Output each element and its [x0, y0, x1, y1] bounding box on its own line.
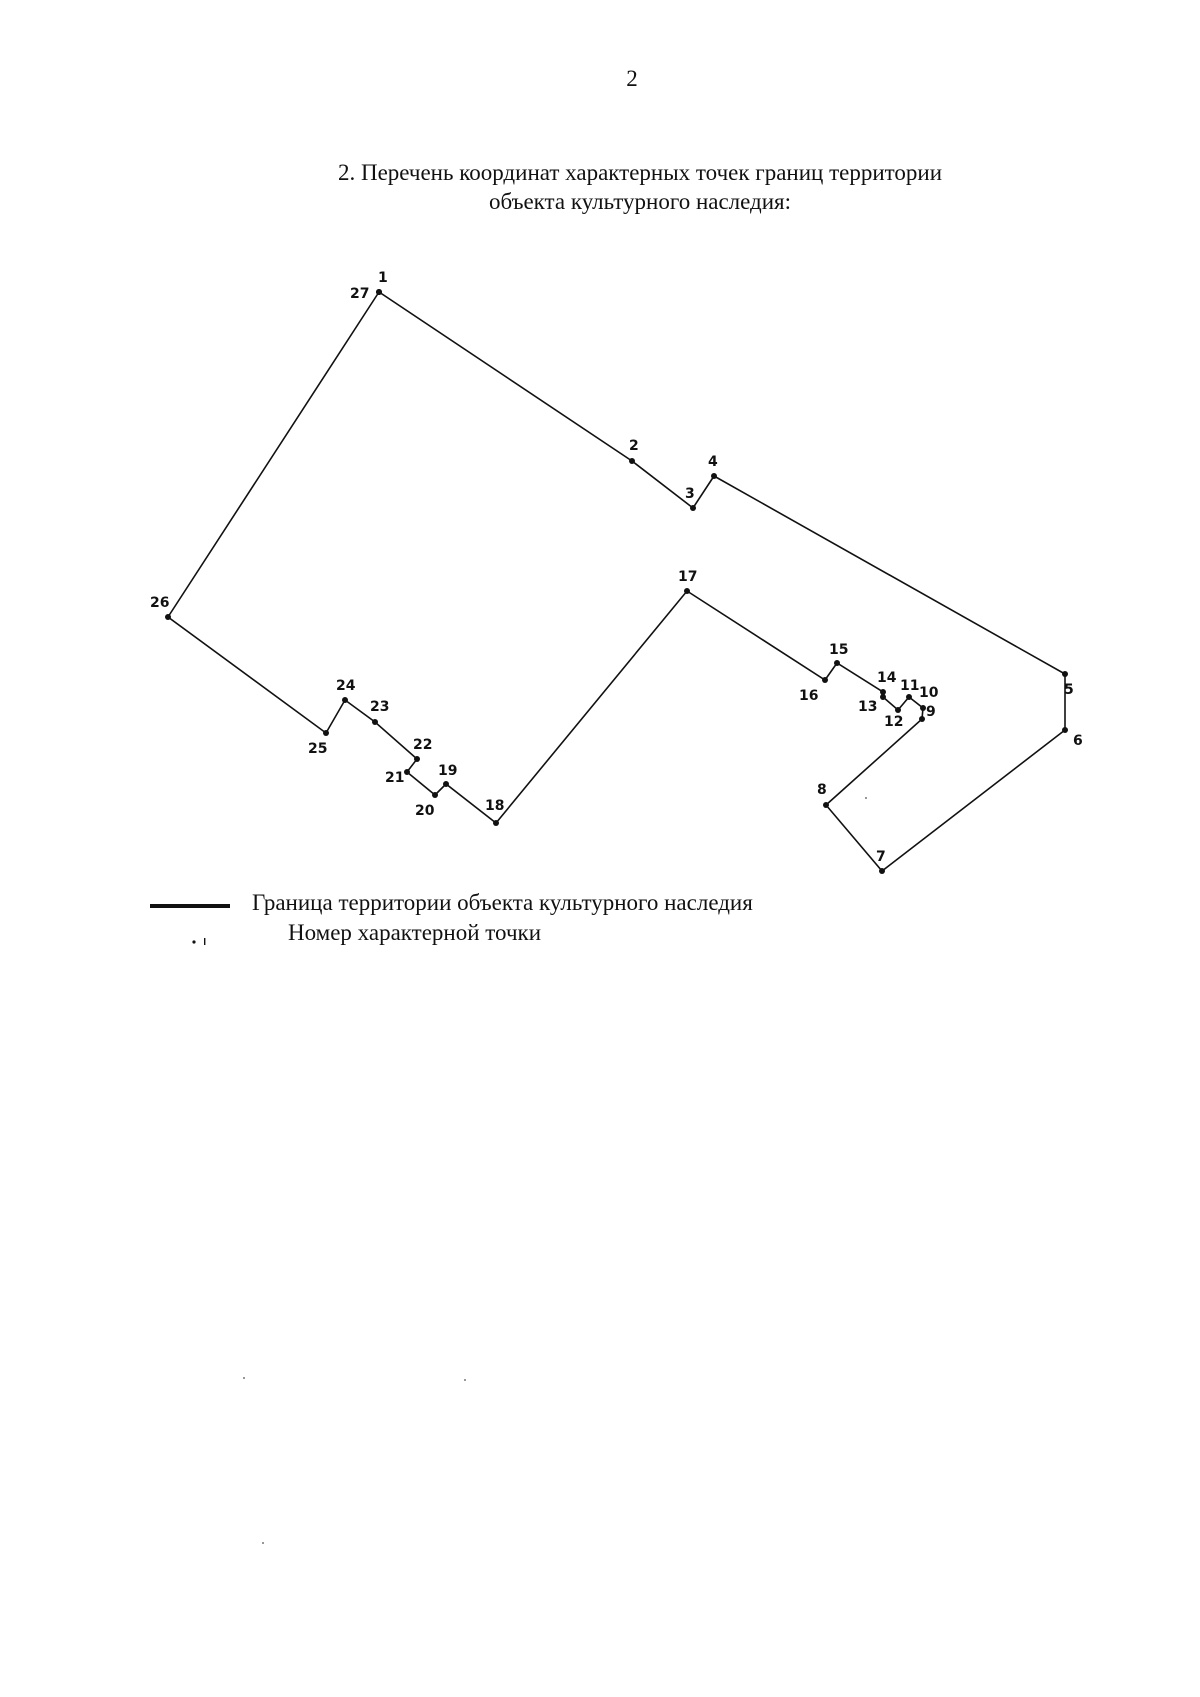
point-marker-24 — [342, 697, 348, 703]
point-marker-11 — [906, 694, 912, 700]
point-label-23: 23 — [370, 699, 390, 715]
point-marker-8 — [823, 802, 829, 808]
point-label-10: 10 — [919, 685, 939, 701]
point-label-8: 8 — [817, 782, 827, 798]
point-labels — [150, 270, 1083, 865]
point-marker-12 — [895, 707, 901, 713]
point-label-6: 6 — [1073, 733, 1083, 749]
point-marker-4 — [711, 473, 717, 479]
point-marker-16 — [822, 677, 828, 683]
point-marker-17 — [684, 588, 690, 594]
point-label-7: 7 — [876, 849, 886, 865]
point-label-25: 25 — [308, 741, 328, 757]
point-label-1: 1 — [378, 270, 388, 286]
point-marker-9 — [919, 716, 925, 722]
point-marker-7 — [879, 868, 885, 874]
point-marker-26 — [165, 614, 171, 620]
point-label-4: 4 — [708, 454, 718, 470]
point-label-13: 13 — [858, 699, 878, 715]
legend-boundary-line-icon — [150, 904, 230, 908]
point-label-24: 24 — [336, 678, 356, 694]
point-marker-19 — [443, 781, 449, 787]
legend-point-symbol-icon — [190, 934, 220, 948]
boundary-line — [168, 292, 1065, 871]
boundary-points — [165, 289, 1068, 874]
point-label-22: 22 — [413, 737, 433, 753]
legend-boundary-label: Граница территории объекта культурного наследия — [252, 890, 753, 915]
scan-speck — [262, 1542, 264, 1544]
legend-point-label: Номер характерной точки — [288, 920, 541, 945]
point-label-11: 11 — [900, 678, 920, 694]
point-label-18: 18 — [485, 798, 505, 814]
scan-speck — [865, 797, 867, 799]
scan-speck — [464, 1379, 466, 1381]
scan-speck — [243, 1377, 245, 1379]
boundary-polygon — [168, 292, 1065, 871]
point-marker-14 — [880, 689, 886, 695]
point-label-15: 15 — [829, 642, 849, 658]
point-marker-6 — [1062, 727, 1068, 733]
point-marker-2 — [629, 458, 635, 464]
point-marker-25 — [323, 730, 329, 736]
point-label-9: 9 — [926, 704, 936, 720]
point-marker-20 — [432, 792, 438, 798]
point-label-3: 3 — [685, 486, 695, 502]
point-marker-27 — [376, 289, 382, 295]
point-marker-3 — [690, 505, 696, 511]
heading-line-2: объекта культурного наследия: — [488, 189, 792, 214]
point-label-2: 2 — [629, 438, 639, 454]
point-marker-22 — [414, 756, 420, 762]
point-marker-23 — [372, 719, 378, 725]
point-marker-21 — [404, 769, 410, 775]
point-label-26: 26 — [150, 595, 170, 611]
point-marker-5 — [1062, 671, 1068, 677]
point-label-20: 20 — [415, 803, 435, 819]
point-label-21: 21 — [385, 770, 405, 786]
heading-line-1: 2. Перечень координат характерных точек границ территории — [337, 160, 943, 185]
point-label-27: 27 — [350, 286, 370, 302]
point-label-17: 17 — [678, 569, 698, 585]
point-label-14: 14 — [877, 670, 897, 686]
point-label-12: 12 — [884, 714, 904, 730]
page-number: 2 — [626, 66, 638, 91]
point-marker-18 — [493, 820, 499, 826]
point-label-5: 5 — [1064, 682, 1074, 698]
point-marker-15 — [834, 660, 840, 666]
point-label-16: 16 — [799, 688, 819, 704]
point-label-19: 19 — [438, 763, 458, 779]
